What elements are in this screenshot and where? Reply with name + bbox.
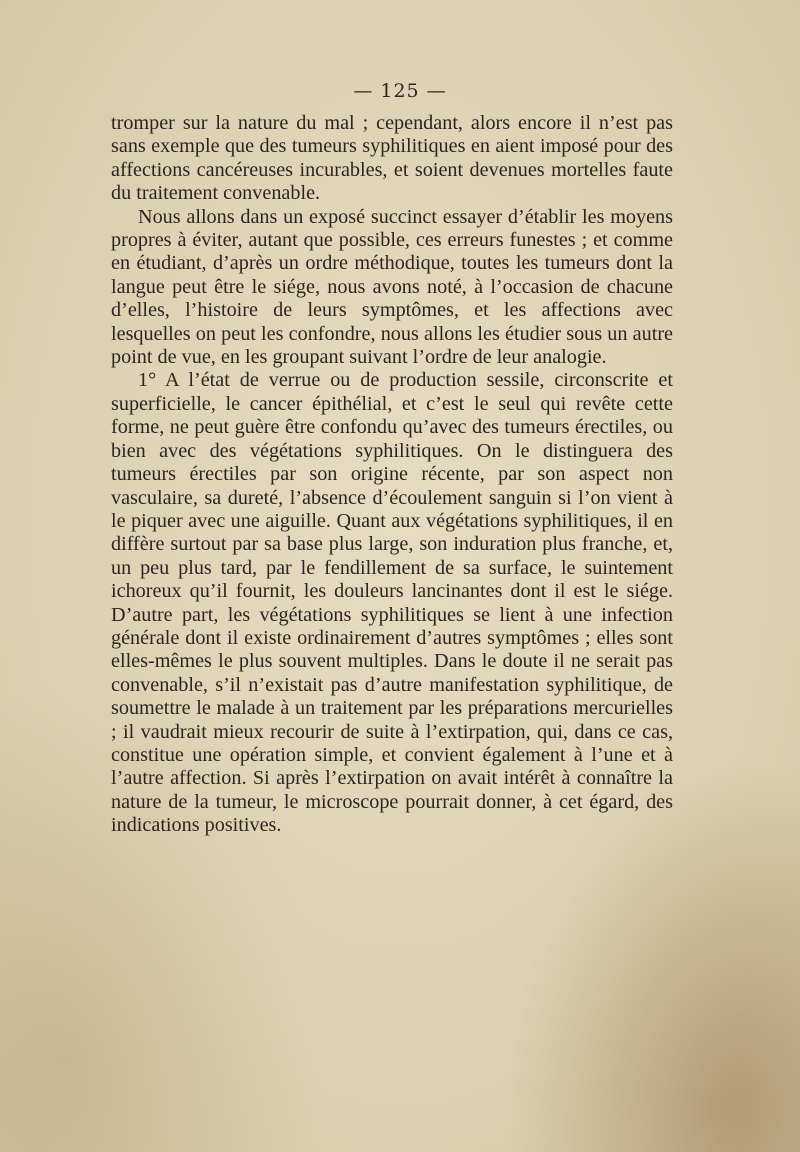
- paragraph-continuation: tromper sur la nature du mal ; cependant, alors encore il n’est pas sans exemple que des tumeurs syphilitiques en aient imposé pour des affections cancéreuses incurables, et soient devenues mortelles faute du traitement convenable.: [111, 112, 673, 205]
- paragraph: Nous allons dans un exposé succinct essayer d’établir les moyens propres à éviter, autant que possible, ces erreurs funestes ; et comme en étudiant, d’après un ordre méthodique, toutes les tumeurs dont la langue peut être le siége, nous avons noté, à l’occasion de chacune d’elles, l’histoire de leurs symptômes, et les affections avec lesquelles on peut les confondre, nous allons les étudier sous un autre point de vue, en les groupant suivant l’ordre de leur analogie.: [111, 205, 673, 369]
- paragraph: 1° A l’état de verrue ou de production sessile, circonscrite et superficielle, le cancer épithélial, et c’est le seul qui revête cette forme, ne peut guère être confondu qu’avec des tumeurs érectiles, ou bien avec des végétations syphilitiques. On le distinguera des tumeurs érectiles par son origine récente, par son aspect non vasculaire, sa dureté, l’absence d’écoulement sanguin si l’on vient à le piquer avec une aiguille. Quant aux végétations syphilitiques, il en diffère surtout par sa base plus large, son induration plus franche, et, un peu plus tard, par le fendillement de sa surface, le suintement ichoreux qu’il fournit, les douleurs lancinantes dont il est le siége. D’autre part, les végétations syphilitiques se lient à une infection générale dont il existe ordinairement d’autres symptômes ; elles sont elles-mêmes le plus souvent multiples. Dans le doute il ne serait pas convenable, s’il n’existait pas d’autre manifestation syphilitique, de soumettre le malade à un traitement par les préparations mercurielles ; il vaudrait mieux recourir de suite à l’extirpation, qui, dans ce cas, constitue une opération simple, et convient également à l’une et à l’autre affection. Si après l’extirpation on avait intérêt à connaître la nature de la tumeur, le microscope pourrait donner, à cet égard, des indications positives.: [111, 369, 673, 837]
- page-number: — 125 —: [353, 80, 447, 102]
- page-body: [111, 112, 673, 838]
